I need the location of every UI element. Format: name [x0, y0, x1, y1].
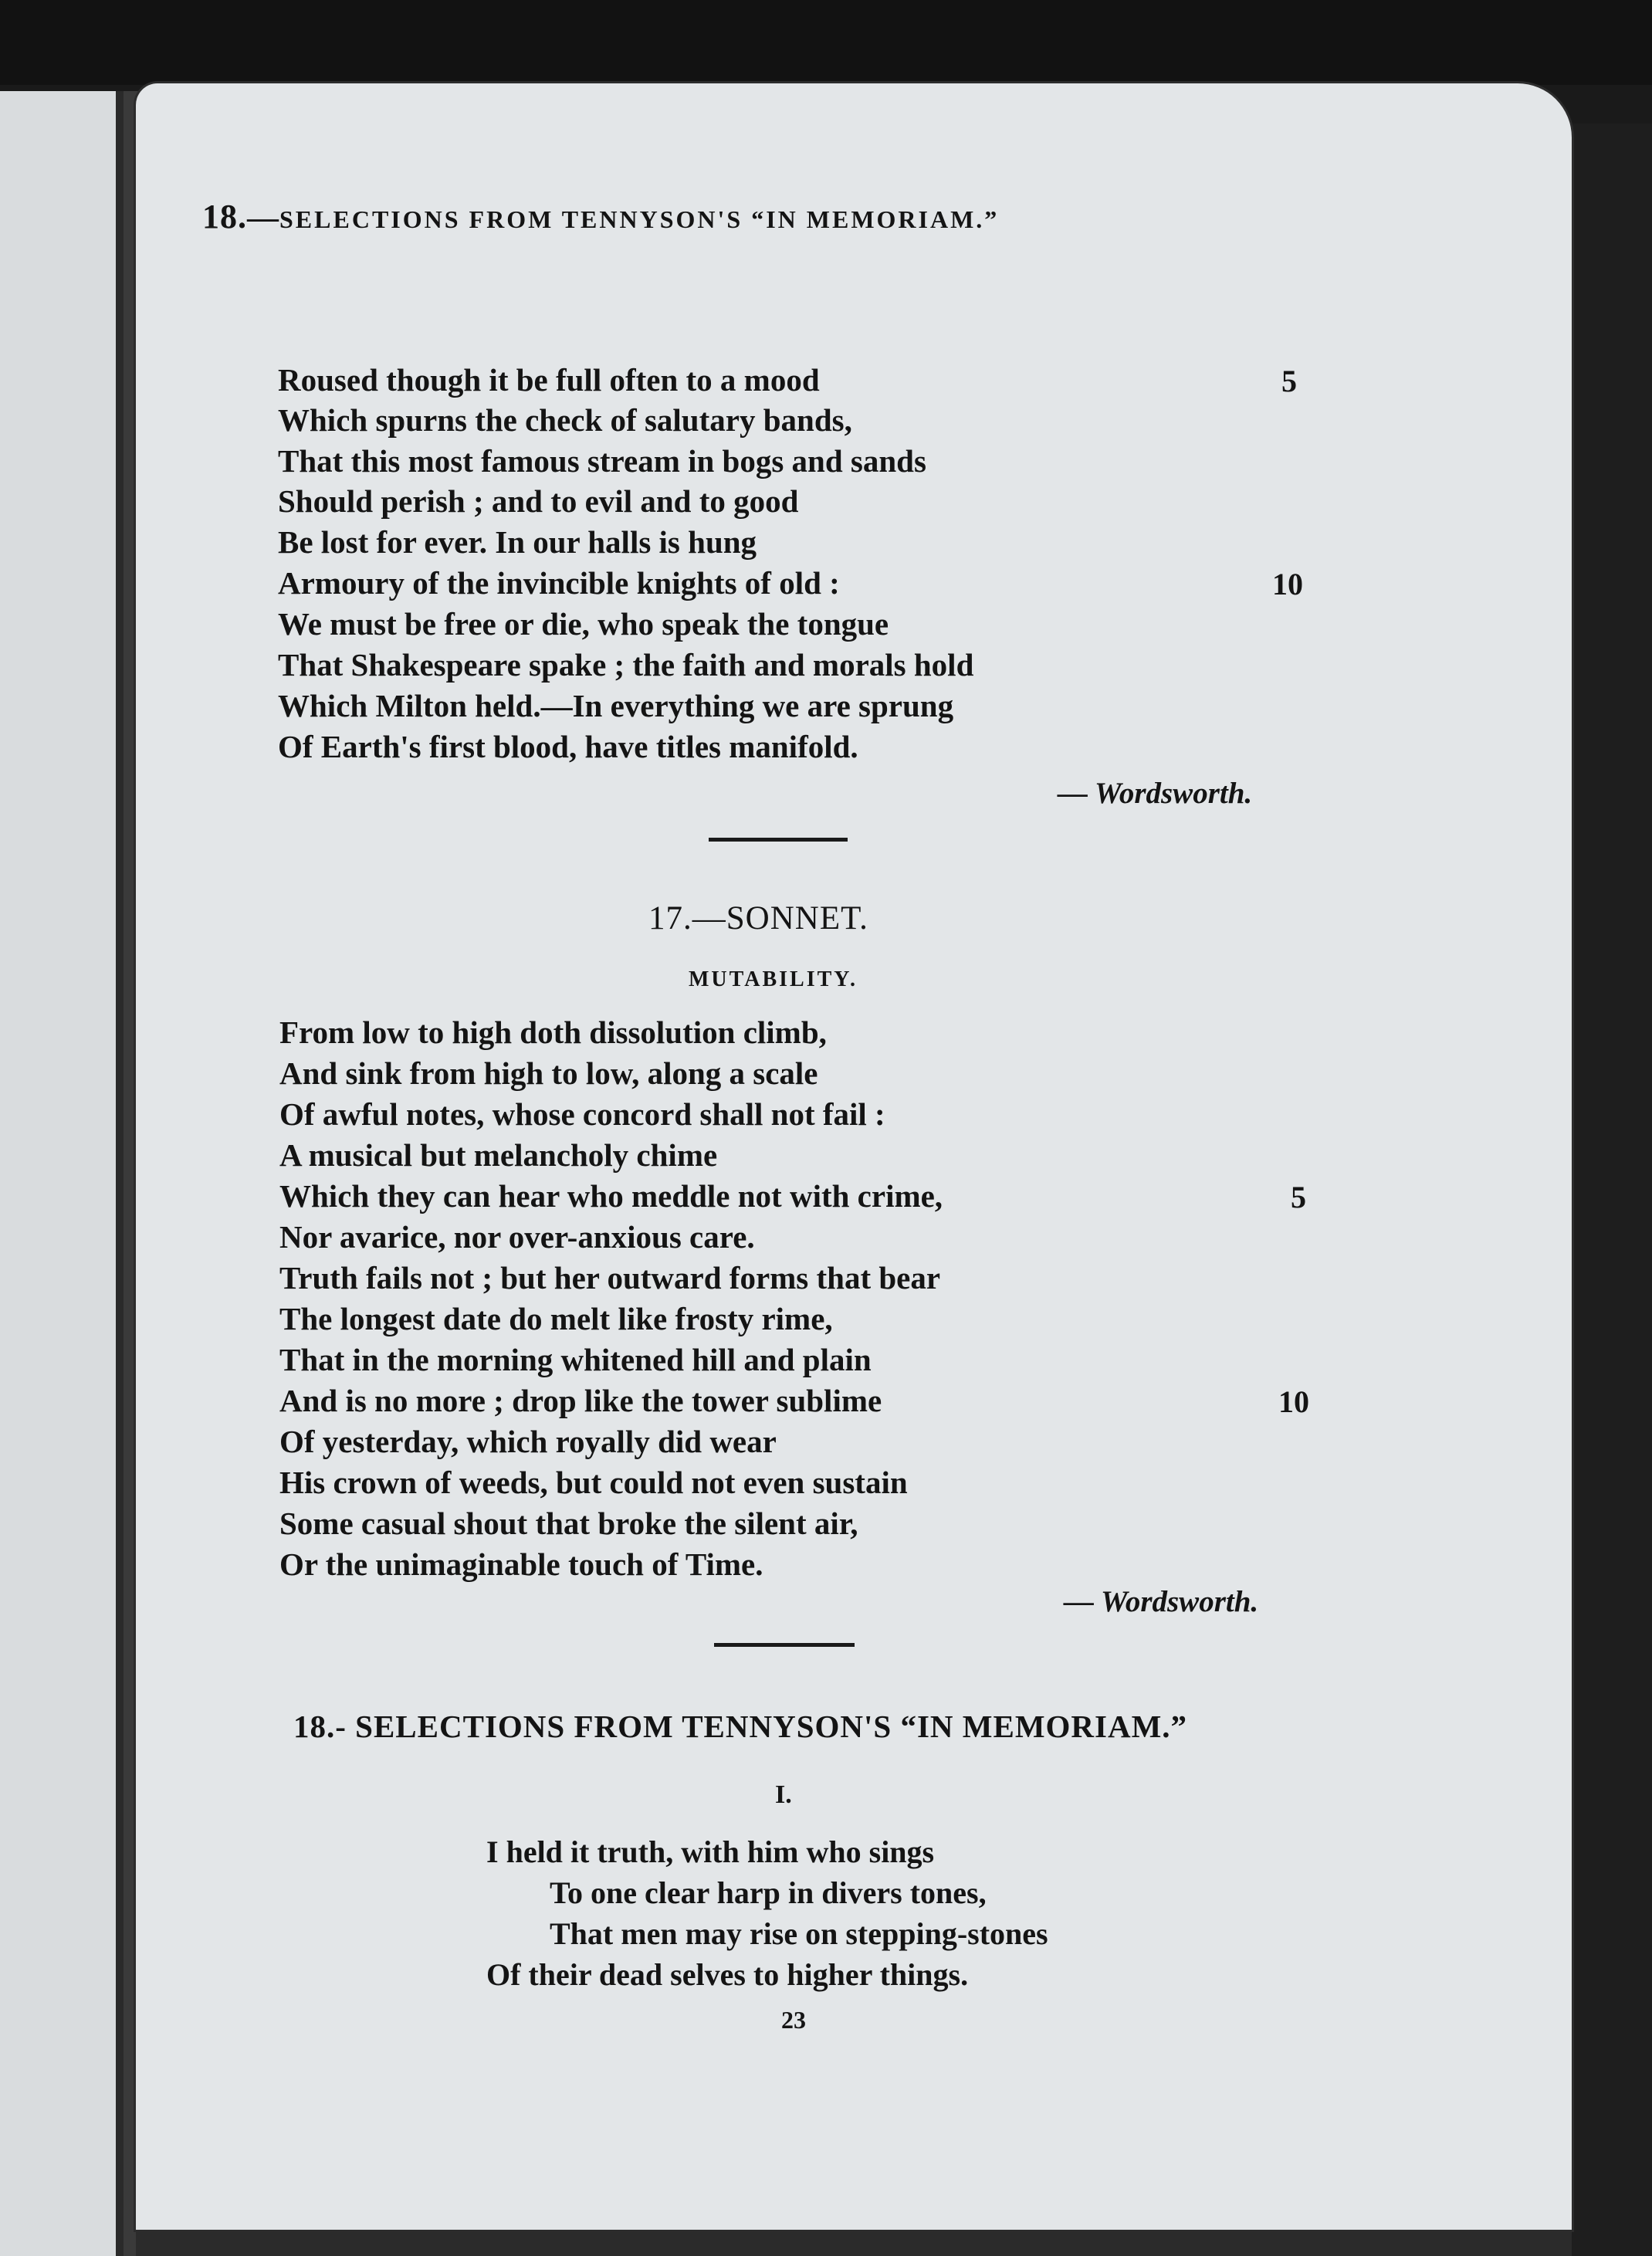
verse-line: From low to high doth dissolution climb,	[279, 1015, 827, 1050]
verse-line: Or the unimaginable touch of Time.	[279, 1546, 763, 1582]
verse-line: The longest date do melt like frosty rime,	[279, 1301, 833, 1336]
verse-line: Nor avarice, nor over-anxious care.	[279, 1219, 755, 1255]
verse-line: Which they can hear who meddle not with crime,	[279, 1178, 943, 1214]
verse-line: Of Earth's first blood, have titles manifold.	[278, 729, 858, 764]
facing-page-edge	[0, 91, 124, 2256]
section-divider	[709, 838, 848, 842]
verse-line: Be lost for ever. In our halls is hung	[278, 524, 757, 560]
verse-line: To one clear harp in divers tones,	[550, 1875, 987, 1910]
verse-line: Some casual shout that broke the silent air,	[279, 1506, 858, 1541]
scan-bottom-border	[136, 2230, 1572, 2256]
line-number: 10	[1272, 567, 1303, 601]
section-title: 17.—SONNET.	[648, 900, 868, 937]
section-divider	[714, 1643, 855, 1647]
scan-right-border	[1572, 124, 1652, 2256]
verse-line: Roused though it be full often to a mood	[278, 362, 820, 398]
verse-line: We must be free or die, who speak the tongue	[278, 606, 889, 642]
verse-line: That in the morning whitened hill and plain	[279, 1342, 872, 1377]
verse-line: And is no more ; drop like the tower sublime	[279, 1383, 882, 1418]
line-number: 5	[1281, 364, 1297, 398]
verse-line: That Shakespeare spake ; the faith and morals hold	[278, 647, 974, 683]
running-head-dash: —	[247, 199, 279, 235]
verse-line: Of their dead selves to higher things.	[486, 1957, 969, 1992]
page-number: 23	[781, 2006, 806, 2034]
attribution: — Wordsworth.	[1058, 777, 1253, 810]
verse-line: His crown of weeds, but could not even sustain	[279, 1465, 908, 1500]
verse-line: Of yesterday, which royally did wear	[279, 1424, 777, 1459]
verse-line: That men may rise on stepping-stones	[550, 1916, 1048, 1951]
running-head-text: SELECTIONS FROM TENNYSON'S “IN MEMORIAM.”	[279, 205, 1000, 233]
verse-line: Which Milton held.—In everything we are sprung	[278, 688, 954, 723]
part-numeral: I.	[775, 1780, 792, 1809]
verse-line: A musical but melancholy chime	[279, 1137, 718, 1173]
section-subtitle: MUTABILITY.	[689, 967, 858, 991]
verse-line: That this most famous stream in bogs and sands	[278, 443, 926, 479]
section-heading: 18.- SELECTIONS FROM TENNYSON'S “IN MEMORIAM.”	[293, 1709, 1188, 1744]
verse-line: I held it truth, with him who sings	[486, 1834, 935, 1869]
line-number: 5	[1291, 1180, 1306, 1214]
running-head	[202, 197, 999, 236]
verse-line: Of awful notes, whose concord shall not fail :	[279, 1096, 885, 1132]
verse-line: And sink from high to low, along a scale	[279, 1055, 818, 1091]
verse-line: Which spurns the check of salutary bands,	[278, 402, 852, 438]
verse-line: Armoury of the invincible knights of old :	[278, 565, 840, 601]
verse-line: Truth fails not ; but her outward forms that bear	[279, 1260, 941, 1296]
verse-line: Should perish ; and to evil and to good	[278, 483, 799, 519]
scan-top-border	[0, 0, 1652, 85]
running-head-number: 18.	[202, 198, 247, 235]
attribution: — Wordsworth.	[1064, 1585, 1259, 1618]
line-number: 10	[1278, 1384, 1309, 1419]
